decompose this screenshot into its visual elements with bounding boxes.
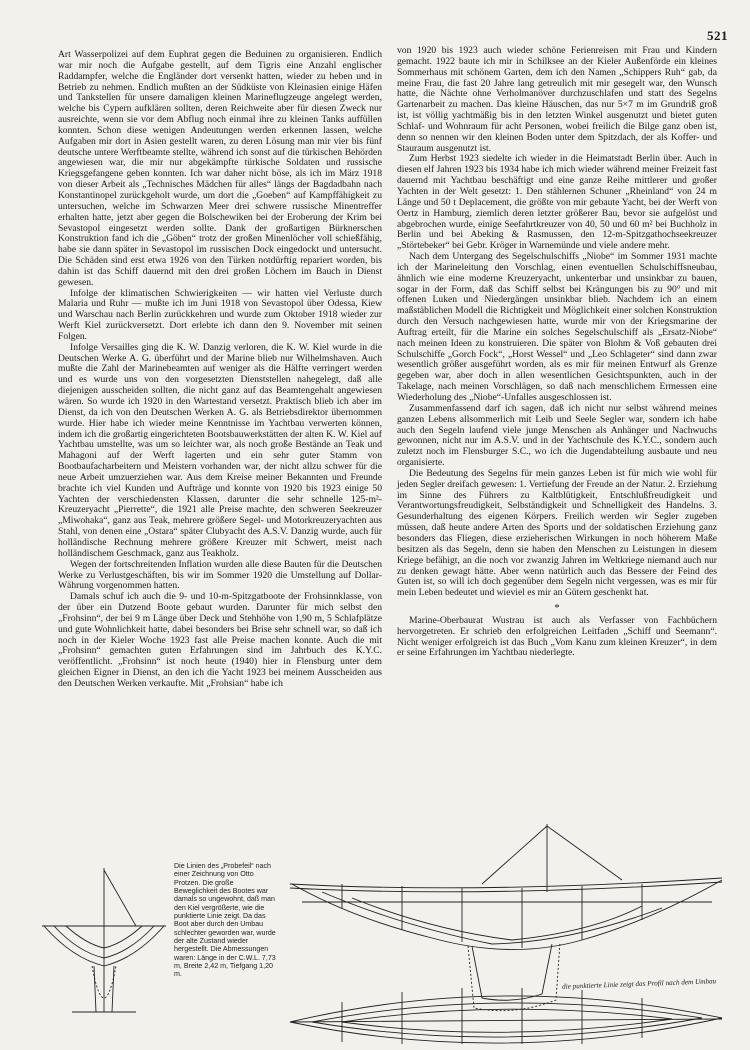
left-text-column	[58, 50, 382, 690]
drawing-annotation: die punktierte Linie zeigt das Profil nach dem Umbau	[561, 977, 717, 991]
paragraph: Art Wasserpolizei auf dem Euphrat gegen die Beduinen zu organisieren. Endlich war mir noch die Aufgabe gestellt, auf dem Tigris eine Anzahl englischer Raddampfer, welche die Engländer dort versenkt hatten, wieder zu heben und in Betrieb zu nehmen. Endlich mußten an der Südküste von Kleinasien einige Häfen und Tankstellen für unsere damaligen kleinen Marineflugzeuge angelegt werden, welche bis Cypern aufklären sollten, deren Reichweite aber für diesen Zweck nur ausreichte, wenn sie vor dem Abflug noch einmal ihre zu kleinen Tanks auffüllen konnten. Schon diese wenigen Andeutungen werden erkennen lassen, welche Aufgaben mir dort in Asien gestellt waren, zu deren Lösung man mir vier bis fünf deutsche untere Werftbeamte stellte, während ich sonst auf die türkischen Behörden angewiesen war, die mir nur abgekämpfte türkische Soldaten und russische Kriegsgefangene geben konnten. Ich war daher nicht böse, als ich im März 1918 von dieser Arbeit als „Technisches Mädchen für alles“ längs der Bagdadbahn nach Konstantinopel zurückgeholt wurde, um dort die „Goeben“ auf Kampffähigkeit zu untersuchen, welche im Schwarzen Meer drei schwere russische Minentreffer erhalten hatte, jetzt aber gegen die Bolschewiken bei der Eroberung der Krim bei Sevastopol eingesetzt werden sollte. Dank der großartigen Bürknerschen Konstruktion fand ich die „Göben“ trotz der großen Minenlöcher voll schießfähig, habe sie dann später in Sevastopol im russischen Dock eingedockt und untersucht. Die Schäden sind erst etwa 1926 von den Türken notdürftig repariert worden, bis dahin ist das Schiff dauernd mit den drei großen Löchern im Bauch in Dienst gewesen.	[58, 49, 382, 288]
figure-caption: Die Linien des „Probefeil“ nach einer Zeichnung von Otto Protzen. Die große Beweglichkeit des Bootes war damals so ungewohnt, daß man den Kiel vergrößerte, wie die punktierte Linie zeigt. Da das Boot aber durch den Umbau schlechter geworden war, wurde der alte Zustand wieder hergestellt. Die Abmessungen waren: Länge in der C.W.L. 7,73 m, Breite 2,42 m, Tiefgang 1,20 m.	[174, 862, 276, 979]
page-number: 521	[707, 28, 728, 43]
paragraph: Zusammenfassend darf ich sagen, daß ich nicht nur selbst während meines ganzen Lebens allsommerlich mit Leib und Seele Segler war, sondern ich habe auch den Segeln laufend viele junge Menschen als Anhänger und Nachwuchs gewonnen, nicht nur im A.S.V. und in der Yachtschule des K.Y.C., sondern auch zuletzt noch im Flensburger S.C., wo ich die Jugendabteilung ausbaute und neu organisierte.	[397, 402, 717, 469]
sail-plan-drawing	[32, 862, 172, 1034]
closing-paragraph: Marine-Oberbaurat Wustrau ist auch als Verfasser von Fachbüchern hervorgetreten. Er schrieb den erfolgreichen Leitfaden „Schiff und Seemann“. Nicht weniger erfolgreich ist das Buch „Vom Kanu zum kleinen Kreuzer“, in dem er seine Erfahrungen im Yachtbau niederlegte.	[397, 614, 717, 659]
paragraph: Damals schuf ich auch die 9- und 10-m-Spitzgatboote der Frohsinnklasse, von der über ein Dutzend Boote gebaut wurden. Darunter für mich selbst den „Frohsinn“, der bei 9 m Länge über Deck und Stehhöhe von 1,90 m, 5 Schlafplätze und gute Wohnlichkeit hatte, dabei besonders bei Brise sehr schnell war, so daß ich noch in der Kieler Woche 1923 fast alle Preise machen konnte. Auch die mit „Frohsinn“ gemachten guten Erfahrungen sind im Jahrbuch des K.Y.C. veröffentlicht. „Frohsinn“ ist noch heute (1940) hier in Flensburg unter dem gleichen Eigner in Dienst, an den ich die Yacht 1923 bei meinem Ausscheiden aus den Deutschen Werken verkaufte. Mit „Frohsian“ habe ich	[58, 591, 382, 689]
paragraph: Infolge Versailles ging die K. W. Danzig verloren, die K. W. Kiel wurde in die Deutschen Werke A. G. überführt und der Marine blieb nur Wilhelmshaven. Auch mußte die Zahl der Marinebeamten auf weniger als die Hälfte verringert werden und es wurde uns von den vorgesetzten Dienststellen nahegelegt, daß alle diejenigen ausscheiden sollten, die nicht ganz auf das Beamtengehalt angewiesen wären. So wurde ich 1920 in den Wartestand versetzt. Praktisch blieb ich aber im Dienst, da ich von den Deutschen Werken A. G. als Betriebsdirektor übernommen wurde. Hier habe ich wieder meine Kenntnisse im Yachtbau verwerten können, indem ich die großartig eingerichteten Bootsbauwerkstätten der alten K. W. Kiel auf Yachtbau umstellte, was um so leichter war, als noch große Bestände an Teak und Mahagoni auf der Werft lagerten und ein sehr guter Stamm von Bootbaufacharbeitern und Meistern vorhanden war, der nicht allzu schwer für die neue Arbeit umzuerziehen war. Aus dem Kreise meiner Bekannten und Freunde brachte ich viel Kunden und Aufträge und konnte von 1920 bis 1923 einige 50 Yachten der verschiedensten Klassen, darunter die sehr schnelle 125-m²-Kreuzeryacht „Pierrette“, die 1921 alle Preise machte, den schweren Seekreuzer „Miwohaka“, ganz aus Teak, mehrere größere Segel- und Motorkreuzeryachten aus Stahl, von denen eine „Ostara“ später Clubyacht des A.S.V. Danzig wurde, auch für holländische Rechnung mehrere größere Kreuzer mit Schwert, meist nach holländischem Geschmack, ganz aus Teakholz.	[58, 341, 382, 559]
paragraph: Infolge der klimatischen Schwierigkeiten — wir hatten viel Verluste durch Malaria und Ruhr — mußte ich im Juni 1918 von Sevastopol über Odessa, Kiew und Warschau nach Berlin zurückkehren und wurde zum Oktober 1918 wieder zur Werft Kiel zurückversetzt. Dort erlebte ich dann den 9. November mit seinen Folgen.	[58, 287, 382, 342]
paragraph: Wegen der fortschreitenden Inflation wurden alle diese Bauten für die Deutschen Werke zu Verlustgeschäften, bis wir im Sommer 1920 die Umstellung auf Dollar-Währung vorgenommen hatten.	[58, 558, 382, 592]
section-separator: *	[554, 602, 560, 615]
paragraph: Die Bedeutung des Segelns für mein ganzes Leben ist für mich wie wohl für jeden Segler dreifach gewesen: 1. Vertiefung der Freude an der Natur. 2. Erziehung im Sinne des Führers zu Kaltblütigkeit, Entschlußfreudigkeit und Verantwortungsfreudigkeit, Selbständigkeit und Schnelligkeit des Handelns. 3. Gesunderhaltung des eigenen Körpers. Freilich werden wir Segler zugeben müssen, daß heute andere Arten des Sports und der soldatischen Erziehung ganz besonders das Fliegen, diese erzieherischen Wirkungen in noch höherem Maße besitzen als das Segeln, denn sie haben den Menschen zu Leistungen in diesem Kriege befähigt, an die noch vor zwanzig Jahren im Weltkriege niemand auch nur zu denken gewagt hätte. Aber wenn natürlich auch das Bessere der Feind des Guten ist, so will ich doch gegenüber dem Segeln nicht vergessen, was es mir für mein Leben bedeutet und wieviel es mir an Gütern geschenkt hat.	[397, 467, 717, 599]
paragraph: Nach dem Untergang des Segelschulschiffs „Niobe“ im Sommer 1931 machte ich der Marineleitung den Vorschlag, einen eventuellen Schulschiffsneubau, ähnlich wie eine moderne Kreuzeryacht, unkenterbar und unsinkbar zu bauen, sogar in der Form, daß das Schiff selbst bei Krängungen bis zu 90° und mit offenen Luken und Niedergängen unsinkbar blieb. Nachdem ich an einem maßstäblichen Modell die Richtigkeit und Möglichkeit einer solchen Konstruktion durch den Versuch nachgewiesen hatte, wurde mir von der Kriegsmarine der Auftrag erteilt, für die Marine ein solches Segelschulschiff als „Ersatz-Niobe“ nach meinen Ideen zu konstruieren. Die später von Blohm & Voß gebauten drei Schulschiffe „Gorch Fock“, „Horst Wessel“ und „Leo Schlageter“ sind dann zwar wesentlich größer ausgeführt worden, als es mir für meinen Entwurf als Grenze gegeben war, aber doch in allen wesentlichen Gesichtspunkten, auch in der Takelage, nach meinen Vorschlägen, so daß nach menschlichem Ermessen eine Wiederholung des „Niobe“-Unfalles ausgeschlossen ist.	[397, 251, 717, 403]
paragraph: von 1920 bis 1923 auch wieder schöne Ferienreisen mit Frau und Kindern gemacht. 1922 baute ich mir in Schilksee an der Kieler Außenförde ein kleines Sommerhaus mit schönem Garten, dem ich den Namen „Schippers Ruh“ gab, da meine Frau, die fast 20 Jahre lang getreulich mit mir gesegelt war, den Wunsch hatte, die Nächte ohne Verholmanöver durchzuschlafen und statt des Segelns Gartenarbeit zu machen. Das kleine Häuschen, das nur 5×7 m im Grundriß groß ist, ist völlig yachtmäßig bis in den letzten Winkel ausgenutzt und bietet guten Schlaf- und Wohnraum für acht Personen, wobei freilich die Bilge ganz oben ist, denn so nennen wir den kleinen Boden unter dem Spitzdach, der als Koffer- und Stauraum ausgenutzt ist.	[397, 45, 717, 154]
paragraph: Zum Herbst 1923 siedelte ich wieder in die Heimatstadt Berlin über. Auch in diesen elf Jahren 1923 bis 1934 habe ich mich wieder während meiner Freizeit fast dauernd mit Yachtbau beschäftigt und eine ganze Reihe mittlerer und großer Yachten in der Welt gesetzt: 1. Den stählernen Schuner „Rheinland“ von 24 m Länge und 50 t Deplacement, die größte von mir gebaute Yacht, bei der Werft von Oertz in Hamburg, ziemlich deren letzter größerer Bau, bevor sie aufgelöst und abgebrochen wurde, einige Seefahrtkreuzer von 40, 50 und 60 m² bei Buchholz in Berlin und bei Abeking & Rasmussen, den 12-m-Spitzgathochseekreuzer „Störtebeker“ bei Gebr. Kröger in Warnemünde und viele andere mehr.	[397, 153, 717, 252]
right-text-column	[397, 46, 717, 659]
hull-lines-drawing	[282, 822, 732, 1044]
